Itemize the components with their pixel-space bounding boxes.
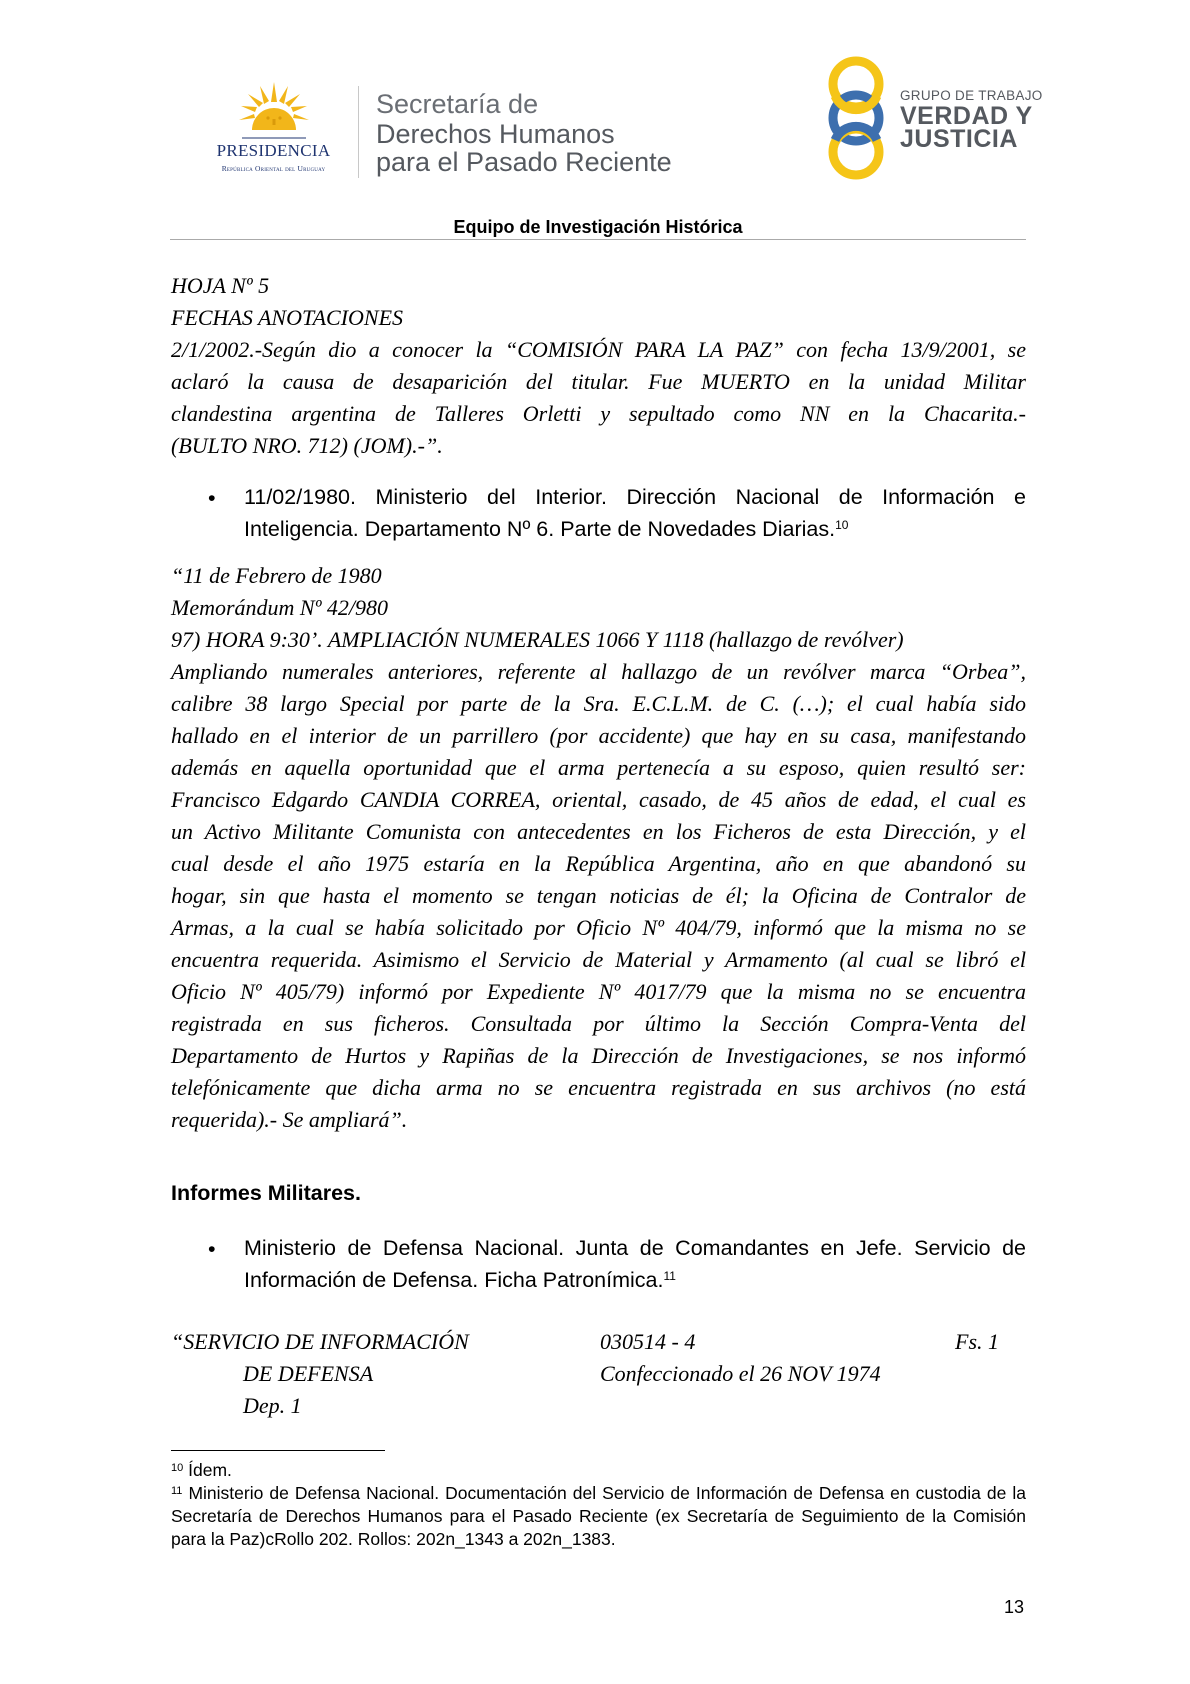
header-divider <box>358 86 359 178</box>
hoja-paragraph-line: 2/1/2002.-Según dio a conocer la “COMISIÓN PARA LA PAZ” con fecha 13/9/2001, se <box>171 337 1026 362</box>
sun-icon <box>238 80 310 142</box>
verdad-justicia-rings-icon <box>822 56 890 180</box>
secretaria-line-3: para el Pasado Reciente <box>376 147 672 177</box>
memo-paragraph-line: hogar, sin que hasta el momento se tengan noticias de él; la Oficina de Contralor de <box>171 883 1026 908</box>
bullet-dot: • <box>208 486 216 510</box>
hoja-paragraph-line: aclaró la causa de desaparición del titular. Fue MUERTO en la unidad Militar <box>171 369 1026 394</box>
memo-date: “11 de Febrero de 1980 <box>171 563 382 588</box>
bullet-item-defensa <box>244 1232 1026 1296</box>
secretaria-line-1: Secretaría de <box>376 89 539 119</box>
presidencia-subtitle: República Oriental del Uruguay <box>221 164 326 173</box>
grupo-trabajo-label: GRUPO DE TRABAJO <box>900 88 1043 103</box>
header-rule <box>170 239 1026 240</box>
bullet-item-text: 11/02/1980. Ministerio del Interior. Dirección Nacional de Información e Inteligencia. Departamento Nº 6. Parte de Novedades Diarias. <box>244 485 1026 541</box>
footnote-number: 11 <box>171 1485 183 1497</box>
memo-paragraph-line: telefónicamente que dicha arma no se encuentra registrada en sus archivos (no está <box>171 1075 1026 1100</box>
memo-paragraph-line: hallado en el interior de un parrillero (por accidente) que hay en su casa, manifestando <box>171 723 1026 748</box>
memo-paragraph-line: Departamento de Hurtos y Rapiñas de la Dirección de Investigaciones, se nos informó <box>171 1043 1026 1068</box>
bullet-item-interior <box>244 481 1026 545</box>
memo-paragraph-line: un Activo Militante Comunista con antecedentes en los Ficheros de esta Dirección, y el <box>171 819 1026 844</box>
ficha-service-line-3: Dep. 1 <box>243 1393 302 1418</box>
bullet-dot: • <box>208 1237 216 1261</box>
footnote-text: Ministerio de Defensa Nacional. Documentación del Servicio de Información de Defensa en custodia de la Secretaría de Derechos Humanos para el Pasado Reciente (ex Secretaría de Seguimiento de la Comisión para la Paz)cRollo 202. Rollos: 202n_1343 a 202n_1383. <box>171 1483 1026 1549</box>
hoja-paragraph <box>171 334 1026 462</box>
memo-paragraph-line: Ampliando numerales anteriores, referente al hallazgo de un revólver marca “Orbea”, <box>171 659 1026 684</box>
memo-paragraph-line: requerida).- Se ampliará”. <box>171 1107 408 1132</box>
memo-number: Memorándum Nº 42/980 <box>171 595 389 620</box>
memo-paragraph-line: Francisco Edgardo CANDIA CORREA, oriental, casado, de 45 años de edad, el cual es <box>171 787 1026 812</box>
memo-paragraph-line: además en aquella oportunidad que el arma pertenecía a su esposo, quien resultó ser: <box>171 755 1026 780</box>
footnote-11 <box>171 1482 1026 1551</box>
footnote-number: 10 <box>171 1462 184 1474</box>
ficha-date: Confeccionado el 26 NOV 1974 <box>600 1361 881 1386</box>
memo-paragraph-line: encuentra requerida. Asimismo el Servicio de Material y Armamento (al cual se libró el <box>171 947 1026 972</box>
header-team-title: Equipo de Investigación Histórica <box>453 217 743 237</box>
ficha-service-line-2: DE DEFENSA <box>243 1361 374 1386</box>
ficha-folio: Fs. 1 <box>955 1329 999 1354</box>
presidencia-name: PRESIDENCIA <box>216 141 331 160</box>
justicia-label: JUSTICIA <box>900 125 1018 153</box>
footnote-text: Ídem. <box>188 1460 232 1480</box>
hoja-paragraph-line: clandestina argentina de Talleres Orletti y sepultado como NN en la Chacarita.- <box>171 401 1026 426</box>
memo-paragraph-line: cual desde el año 1975 estaría en la República Argentina, año en que abandonó su <box>171 851 1026 876</box>
hoja-paragraph-line: (BULTO NRO. 712) (JOM).-”. <box>171 433 443 458</box>
memo-paragraph-line: Oficio Nº 405/79) informó por Expediente Nº 4017/79 que la misma no se encuentra <box>171 979 1026 1004</box>
ficha-service-line-1: “SERVICIO DE INFORMACIÓN <box>171 1329 469 1354</box>
section-heading-informes: Informes Militares. <box>171 1181 361 1205</box>
memo-paragraph-line: registrada en sus ficheros. Consultada por último la Sección Compra-Venta del <box>171 1011 1026 1036</box>
bullet-item-text: Ministerio de Defensa Nacional. Junta de Comandantes en Jefe. Servicio de Información de Defensa. Ficha Patronímica. <box>244 1236 1026 1292</box>
footnote-10 <box>171 1459 1026 1482</box>
footnote-ref-10[interactable]: 10 <box>835 518 849 532</box>
secretaria-line-2: Derechos Humanos <box>376 119 615 149</box>
hoja-line-1: HOJA Nº 5 <box>171 273 270 298</box>
memo-paragraph <box>171 656 1026 1136</box>
presidencia-logo <box>196 80 351 180</box>
memo-paragraph-line: calibre 38 largo Special por parte de la Sra. E.C.L.M. de C. (…); el cual había sido <box>171 691 1026 716</box>
footnote-rule <box>171 1450 385 1451</box>
ficha-number: 030514 - 4 <box>600 1329 696 1354</box>
page-number: 13 <box>1004 1597 1025 1617</box>
memo-heading: 97) HORA 9:30’. AMPLIACIÓN NUMERALES 1066 Y 1118 (hallazgo de revólver) <box>171 627 904 652</box>
verdad-label: VERDAD Y <box>900 102 1033 130</box>
hoja-line-2: FECHAS ANOTACIONES <box>171 305 404 330</box>
footnote-ref-11[interactable]: 11 <box>663 1269 676 1283</box>
memo-paragraph-line: Armas, a la cual se había solicitado por Oficio Nº 404/79, informó que la misma no se <box>171 915 1026 940</box>
